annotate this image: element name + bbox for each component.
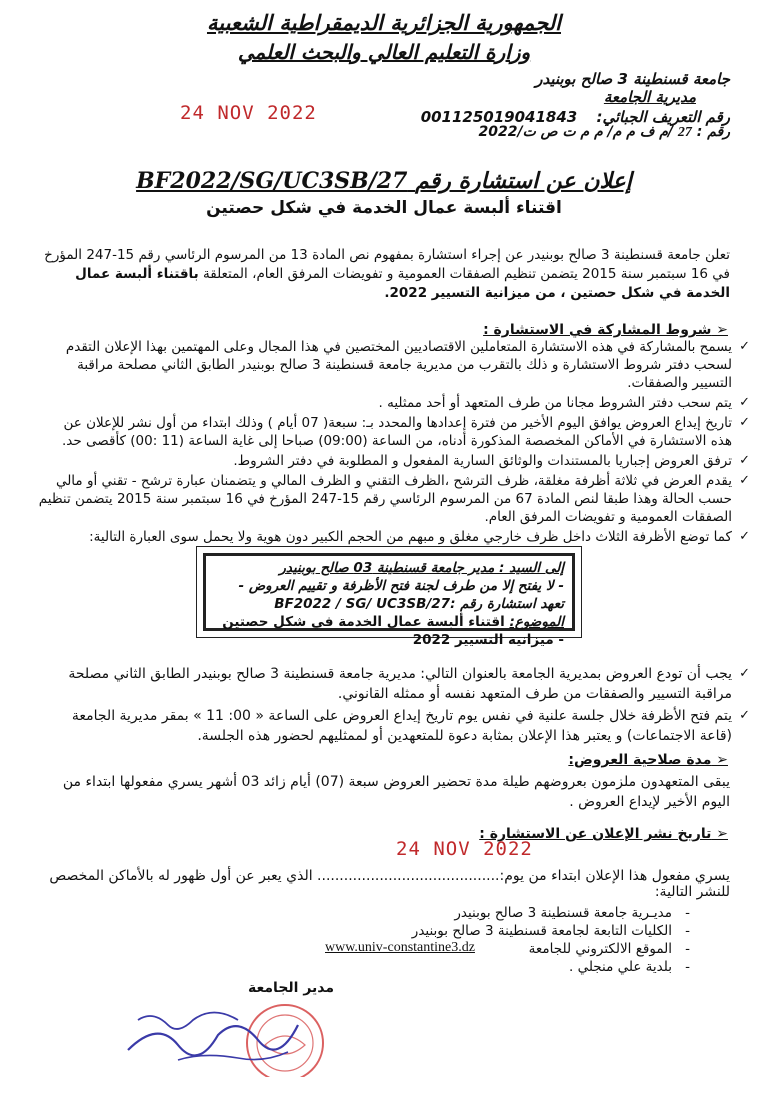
list-item bbox=[38, 414, 750, 450]
university-name: جامعة قسنطينة 3 صالح بوبنيدر bbox=[535, 70, 730, 88]
envelope-line-consultation: تعهد استشارة رقم :BF2022 / SG/ UC3SB/27 bbox=[274, 596, 564, 612]
title-code: BF2022/SG/UC3SB/27 bbox=[136, 168, 408, 194]
list-item bbox=[38, 452, 750, 470]
intro-paragraph bbox=[40, 246, 730, 303]
envelope-subject-text: اقتناء ألبسة عمال الخدمة في شكل حصتين - ميزانية التسيير 2022 bbox=[222, 614, 564, 648]
list-item-text: كما توضع الأظرفة الثلاث داخل ظرف خارجي مغلق و مبهم من الحجم الكبير دون هوية ولا يحمل سوى العبارة التالية: bbox=[89, 529, 732, 545]
envelope-subject-label: الموضوع: bbox=[509, 614, 564, 630]
list-item-text: يتم فتح الأظرفة خلال جلسة علنية في نفس يوم تاريخ إيداع العروض على الساعة « 00: 11 » بمقر مديرية الجامعة (قاعة الاجتماعات) و يعتبر هذا الإعلان بمثابة دعوة للمتعهدين أو لممثليهم لحضور هذه الجلسة. bbox=[71, 708, 732, 744]
list-item bbox=[300, 904, 690, 922]
ref-suffix: /م ف م م/ م م ت ص ت/2022 bbox=[478, 124, 673, 140]
ref-number: 27 bbox=[677, 125, 692, 140]
list-item-text: مديـرية جامعة قسنطينة 3 صالح بوبنيدر bbox=[454, 905, 672, 921]
conditions-list bbox=[38, 338, 750, 548]
dash-icon: - bbox=[685, 959, 690, 975]
list-item-text: يجب أن تودع العروض بمديرية الجامعة بالعنوان التالي: مديرية جامعة قسنطينة 3 صالح بوبنيدر الطابق الثاني مصلحة مراقبة التسيير والصفقات من طرف المتعهد نفسه أو ممثله القانوني. bbox=[68, 666, 732, 702]
envelope-label-inner bbox=[203, 553, 575, 648]
fiscal-number: 001125019041843 bbox=[420, 108, 578, 126]
arrow-icon: ➢ bbox=[711, 752, 728, 768]
list-item-text: يسمح بالمشاركة في هذه الاستشارة المتعاملين الاقتصاديين المختصين في هذا المجال وعلى المهتمين بهذا الإعلان التقدم لسحب دفتر شروط الاستشارة و ذلك بالتقرب من مديرية جامعة قسنطينة 3 صالح بوبنيدر الطابق الثاني مصلحة مراقبة التسيير والصفقات. bbox=[65, 339, 732, 391]
list-item bbox=[38, 528, 750, 546]
date-stamp-top: 24 NOV 2022 bbox=[180, 102, 317, 124]
list-item-text: يتم سحب دفتر الشروط مجانا من طرف المتعهد أو أحد ممثليه . bbox=[378, 395, 732, 411]
dash-icon: - bbox=[685, 905, 690, 921]
check-icon: ✓ bbox=[739, 666, 750, 681]
list-item-text: يقدم العرض في ثلاثة أظرفة مغلقة، ظرف الترشح ،الظرف التقني و الظرف المالي و يتضمنان عبارة ترشح - تقني أو مالي حسب الحالة وهذا طبقا لنص المادة 67 من المرسوم الرئاسي رقم 15-247 المؤرخ في 16 سبتمبر سنة 2015 يتضمن تنظيم الصفقات العمومية و تفويضات المرفق العام. bbox=[38, 473, 732, 525]
list-item-text: بلدية علي منجلي . bbox=[569, 959, 672, 975]
envelope-line-subject bbox=[214, 613, 564, 649]
list-item-text: الموقع الالكتروني للجامعة bbox=[528, 941, 672, 957]
list-item-text: الكليات التابعة لجامعة قسنطينة 3 صالح بوبنيدر bbox=[411, 923, 672, 939]
ref-label: رقم : bbox=[696, 124, 730, 140]
check-icon: ✓ bbox=[739, 473, 750, 488]
dash-icon: - bbox=[685, 941, 690, 957]
validity-heading bbox=[568, 752, 728, 768]
date-stamp-bottom: 24 NOV 2022 bbox=[396, 838, 533, 860]
validity-paragraph: يبقى المتعهدون ملزمون بعروضهم طيلة مدة تحضير العروض سبعة (07) أيام زائد 03 أشهر يسري مفعولها ابتداء من اليوم الأخير لإيداع العروض . bbox=[62, 774, 730, 810]
list-item bbox=[38, 394, 750, 412]
list-item bbox=[38, 472, 750, 526]
list-item bbox=[38, 664, 750, 704]
fiscal-label: رقم التعريف الجبائي: bbox=[596, 108, 730, 126]
arrow-icon: ➢ bbox=[711, 826, 728, 842]
intro-text: تعلن جامعة قسنطينة 3 صالح بوبنيدر عن إجراء استشارة بمفهوم نص المادة 13 من المرسوم الرئاسي رقم 15-247 المؤرخ في 16 سبتمبر سنة 2015 يتضمن تنظيم الصفقات العمومية و تفويضات المرفق العام، المتعلقة bbox=[44, 247, 730, 282]
list-item bbox=[38, 338, 750, 392]
title-prefix: إعلان عن استشارة رقم bbox=[415, 168, 632, 194]
intro-bold: باقتناء ألبسة عمال الخدمة في شكل حصتين ، من ميزانية التسيير 2022. bbox=[75, 266, 730, 301]
list-item-text: تاريخ إيداع العروض يوافق اليوم الأخير من فترة إعدادها والمحدد بـ: سبعة( 07 أيام ) وذلك ابتداء من أول نشر للإعلان عن هذه الاستشارة في الأماكن المخصصة المذكورة أدناه، من الساعة (09:00) صباحا إلى غاية الساعة (11 :00) كأقصى حد. bbox=[62, 415, 732, 449]
list-item-text: ترفق العروض إجباريا بالمستندات والوثائق السارية المفعول و المطلوبة في دفتر الشروط. bbox=[233, 453, 732, 469]
envelope-line-warning: - لا يفتح إلا من طرف لجنة فتح الأظرفة و تقييم العروض - bbox=[238, 578, 564, 594]
announcement-subject: اقتناء ألبسة عمال الخدمة في شكل حصتين bbox=[206, 198, 562, 218]
check-icon: ✓ bbox=[739, 395, 750, 410]
arrow-icon: ➢ bbox=[711, 322, 728, 338]
check-icon: ✓ bbox=[739, 415, 750, 430]
website-link[interactable]: www.univ-constantine3.dz bbox=[325, 940, 475, 955]
envelope-label-box bbox=[196, 546, 582, 648]
conditions-heading bbox=[483, 322, 728, 338]
reference-number bbox=[479, 124, 730, 141]
check-icon: ✓ bbox=[739, 708, 750, 723]
publication-validity: يسري مفعول هذا الإعلان ابتداء من يوم:......................................... الذي يعبر عن أول ظهور له بالأماكن المخصص للنشر التالية: bbox=[49, 868, 730, 900]
check-icon: ✓ bbox=[739, 529, 750, 544]
envelope-line-addressee: إلى السيد : مدير جامعة قسنطينة 03 صالح بوبنيدر bbox=[279, 560, 564, 576]
signer-title: مدير الجامعة bbox=[248, 980, 335, 996]
announcement-title bbox=[0, 168, 768, 194]
check-icon: ✓ bbox=[739, 453, 750, 468]
directorate-name: مديرية الجامعة bbox=[603, 88, 696, 106]
publication-heading-text: تاريخ نشر الإعلان عن الاستشارة : bbox=[479, 826, 712, 842]
list-item bbox=[38, 706, 750, 746]
submission-list bbox=[38, 664, 750, 748]
handwritten-signature bbox=[118, 990, 308, 1070]
dash-icon: - bbox=[685, 923, 690, 939]
check-icon: ✓ bbox=[739, 339, 750, 354]
validity-heading-text: مدة صلاحية العروض: bbox=[568, 752, 712, 768]
list-item bbox=[300, 922, 690, 940]
conditions-heading-text: شروط المشاركة في الاستشارة : bbox=[483, 322, 712, 338]
list-item bbox=[300, 958, 690, 976]
republic-heading: الجمهورية الجزائرية الديمقراطية الشعبية bbox=[206, 10, 561, 35]
ministry-heading: وزارة التعليم العالي والبحث العلمي bbox=[237, 40, 531, 64]
